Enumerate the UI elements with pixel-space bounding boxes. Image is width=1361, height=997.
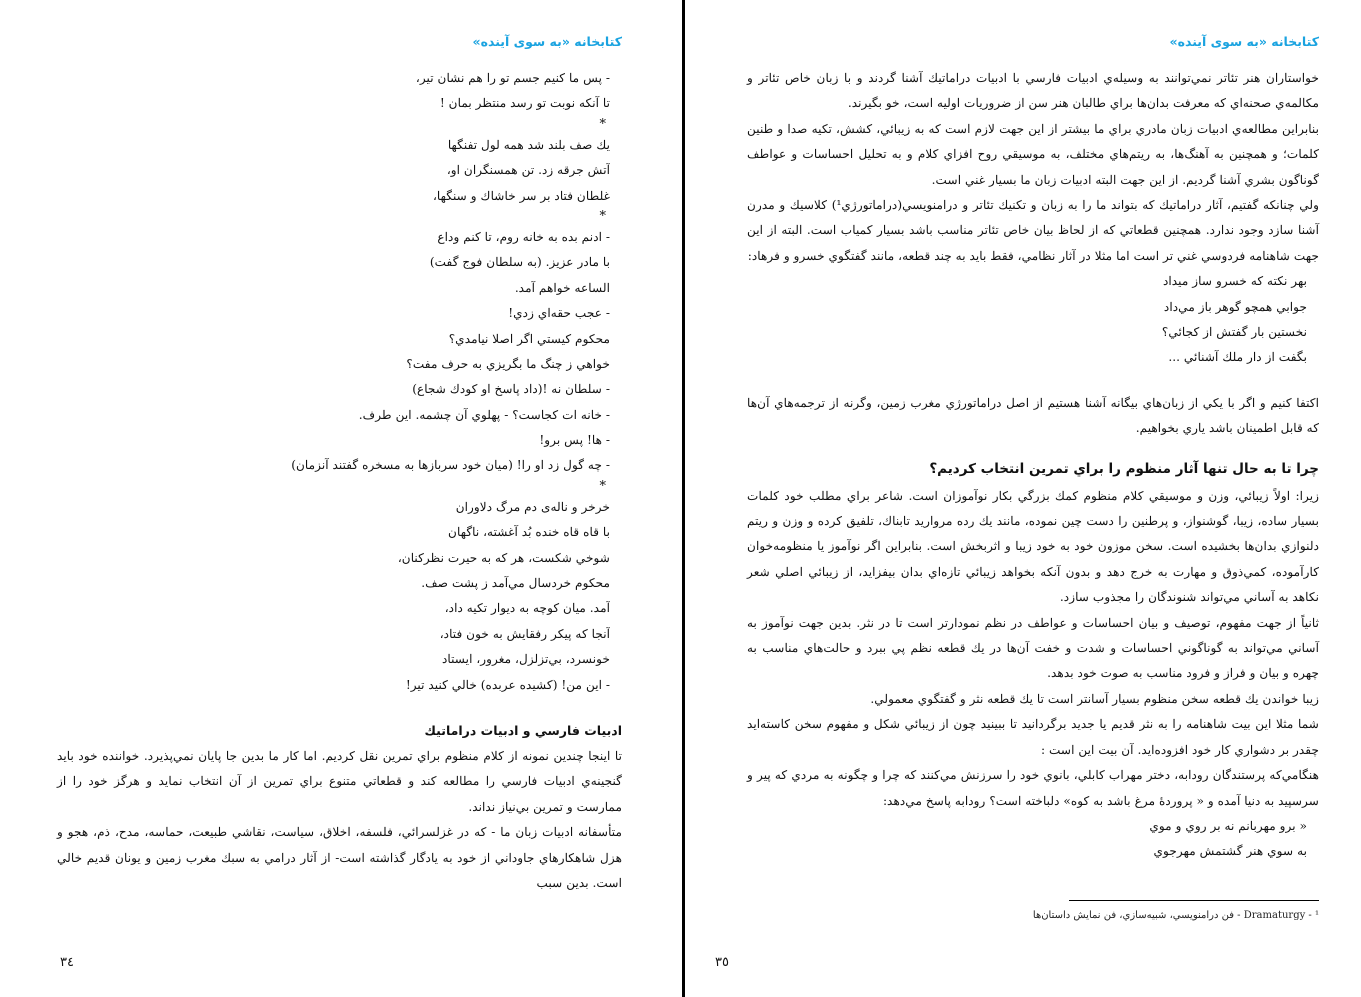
poem-block: [57, 66, 622, 698]
running-header-right: کتابخانه «به سوی آینده»: [1169, 34, 1319, 49]
poem-line: نخستين بار گفتش از كجائي؟: [1161, 325, 1307, 340]
paragraph: ولي چنانكه گفتيم، آثار دراماتيك كه بتواند ما را به زبان و تكنيك تئاتر و درامنويسي(دراماتورژي¹) كلاسيك و مدرن آشنا سازد وجود ندارد. همچنين قطعاتي كه از لحاظ بيان خاص تئاتر مناسب باشد بسيار كمياب است. البته از اين جهت شاهنامه فردوسي غني تر است اما مثلا در آثار نظامي، فقط بايد به چند قطعه، مانند گفتگوي خسرو و فرهاد:: [747, 198, 1319, 263]
paragraph: بنابراين مطالعه‌ي ادبيات زبان مادري براي ما بيشتر از اين جهت لازم است كه به زيبائي، كشش، تكيه صدا و طنين كلمات؛ و همچنين به آهنگ‌ها، به ريتم‌هاي مختلف، به موسيقي روح افزاي كلام و به تحليل احساسات و عواطف گوناگون بشري آشنا گرديم. از اين جهت البته ادبيات زبان ما بسيار غني است.: [747, 121, 1319, 187]
page-number-left: ٣٤: [60, 955, 74, 970]
poem-line: - چه گول زد او را! (ميان خود سربازها به مسخره گفتند آنزمان): [291, 458, 610, 473]
poem-line: محکوم کيستي اگر اصلا نيامدي؟: [448, 331, 610, 346]
paragraph: خواستاران هنر تئاتر نمي‌توانند به وسيله‌ي ادبيات فارسي با ادبيات دراماتيك آشنا گردند و با زبان خاص تئاتر و مكالمه‌ي صحنه‌اي كه معرفت بدان‌ها براي طالبان هنر سن از ضروريات اوليه است، خو بگيرند.: [747, 71, 1319, 111]
footnote: Dramaturgy - ¹ - فن درامنويسي، شبيه‌سازي، فن نمايش داستان‌ها: [1032, 910, 1319, 921]
poem-block: [747, 814, 1319, 865]
poem-line: با مادر عزيز. (به سلطان فوج گفت): [429, 255, 610, 270]
poem-line: - اين من! (کشيده عربده) خالي کنيد تير!: [405, 677, 610, 692]
poem-line: تا آنکه نوبت تو رسد منتظر بمان !: [439, 96, 610, 111]
paragraph: تا اينجا چندين نمونه از كلام منظوم براي تمرين نقل كرديم. اما كار ما بدين جا پايان نمي‌پذيرد. خواننده خود بايد گنجينه‌ي ادبيات فارسي را مطالعه كند و قطعاتي متنوع براي تمرين از آن انتخاب نمايد و هرگز خود را از ممارست و تمرين بي‌نياز نداند.: [57, 748, 622, 814]
poem-line: - ادنم بده به خانه روم، تا کنم وداع: [437, 229, 610, 244]
section-heading: ادبيات فارسي و ادبيات دراماتيك: [424, 722, 622, 738]
poem-line: - پس ما کنيم جسم تو را هم نشان تير،: [415, 71, 610, 85]
right-page-body: [747, 66, 1319, 865]
poem-line: خرخر و ناله‌ی دم مرگ دلاوران: [455, 499, 610, 514]
poem-line: بگفت از دار ملك آشنائي ...: [1168, 350, 1307, 365]
poem-line: شوخي شکست، هر که به حيرت نظرکنان،: [397, 550, 610, 565]
right-page: [685, 0, 1361, 997]
left-page-body: [57, 66, 622, 896]
paragraph: متأسفانه ادبيات زبان ما - كه در غزلسرائي، فلسفه، اخلاق، سياست، نقاشي طبيعت، حماسه، مدح، ذم، هجو و هزل شاهكارهاي جاوداني از خود به يادگار گذاشته است- از آثار درامي به سبك مغرب زمين و يونان قديم خالي است. بدين سبب: [57, 825, 622, 891]
paragraph: زيرا: اولاً زيبائي، وزن و موسيقي كلام منظوم كمك بزرگي بكار نوآموزان است. شاعر براي مطلب خود كلمات بسيار ساده، زيبا، گوشنواز، و پرطنين را دست چين نموده، مانند يك رده مرواريد تابناك، تلفيق كرده و وزن و ريتم دلنوازي بدان‌ها بخشيده است. سخن موزون خود به خود زيبا و اثربخش است. بنابراين اگر نوآموز يا منظومه‌خوان كارآموده، كمي‌ذوق و مهارت به خرج دهد و بدون آنكه بخواهد زيبائي تازه‌اي بدان بيفزايد، از زيبائي اصلي شعر نكاهد به آساني مي‌تواند شنوندگان را مجذوب سازد.: [747, 488, 1319, 605]
paragraph: زيبا خواندن يك قطعه سخن منظوم بسيار آسانتر است تا يك قطعه نثر و گفتگوي معمولي.: [870, 691, 1319, 706]
poem-line: - عجب حقه‌اي زدي!: [508, 306, 610, 321]
paragraph: اكتفا كنيم و اگر با يكي از زبان‌هاي بيگانه آشنا هستيم از اصل دراماتورژي مغرب زمين، وگرنه از ترجمه‌هاي آن‌ها كه قابل اطمينان باشد ياري بخواهيم.: [747, 395, 1319, 436]
stanza-separator: *: [599, 208, 606, 224]
poem-line: جوابي همچو گوهر باز مي‌داد: [1163, 299, 1307, 314]
poem-block: [747, 269, 1319, 371]
poem-line: بهر نكته كه خسرو ساز ميداد: [1162, 274, 1307, 289]
poem-line: آنجا كه پيكر رفقايش به خون فتاد،: [439, 626, 610, 641]
poem-line: با قاه قاه خنده بُد آغشته، ناگهان: [448, 525, 610, 540]
poem-line: خونسرد، بي‌تزلزل، مغرور، ايستاد: [441, 652, 610, 667]
poem-line: به سوي هنر گشتمش مهرجوي: [1153, 844, 1307, 859]
stanza-separator: *: [599, 116, 606, 132]
paragraph: هنگامي‌كه پرستندگان رودابه، دختر مهراب كابلي، بانوي خود را سرزنش مي‌كنند كه چرا و چگونه به مردي كه پير و سرسپيد به دنيا آمده و « پروردهٔ مرغ باشد به كوه» دلباخته است؟ رودابه پاسخ مي‌دهد:: [747, 768, 1319, 808]
section-heading: چرا تا به حال تنها آثار منظوم را براي تمرين انتخاب كرديم؟: [929, 460, 1319, 477]
poem-line: - ها! پس برو!: [539, 433, 610, 448]
poem-line: آمد. ميان کوچه به ديوار تکيه داد،: [444, 601, 610, 616]
poem-line: غلطان فتاد بر سر خاشاك و سنگها،: [433, 188, 610, 203]
poem-line: « برو مهربانم نه بر روي و موي: [1149, 818, 1307, 833]
poem-line: خواهي ز چنگ ما بگريزي به حرف مفت؟: [406, 356, 610, 371]
paragraph: ثانياً از جهت مفهوم، توصيف و بيان احساسات و عواطف در نظم نمودارتر است تا در نثر. بدين جهت نوآموز به آساني مي‌تواند به گوناگوني احساسات و شدت و خفت آن‌ها در يك قطعه نظم پي ببرد و حالت‌هاي مناسب به چهره و بيان و فراز و فرود مناسب به صوت خود بدهد.: [747, 615, 1319, 681]
poem-line: - خانه ات کجاست؟ - پهلوي آن چشمه. اين طرف.: [358, 407, 610, 422]
stanza-separator: *: [599, 478, 606, 494]
poem-line: آتش جرقه زد. تن همسنگران او،: [446, 163, 610, 178]
poem-line: الساعه خواهم آمد.: [514, 280, 610, 295]
poem-line: - سلطان نه !(داد پاسخ او کودك شجاع): [412, 382, 610, 397]
running-header-left: کتابخانه «به سوی آینده»: [472, 34, 622, 49]
paragraph: شما مثلا اين بيت شاهنامه را به نثر قديم يا جديد برگردانيد تا ببينيد چون از زيبائي شكل و مفهوم سخن كاسته‌ايد چقدر بر دشواري كار خود افزوده‌ايد. آن بيت اين است :: [747, 717, 1319, 757]
page-number-right: ٣٥: [715, 955, 729, 970]
footnote-rule: [1069, 900, 1319, 901]
poem-line: يك صف بلند شد همه لول تفنگها: [447, 137, 610, 152]
poem-line: محکوم خردسال مي‌آمد ز پشت صف.: [421, 576, 610, 591]
